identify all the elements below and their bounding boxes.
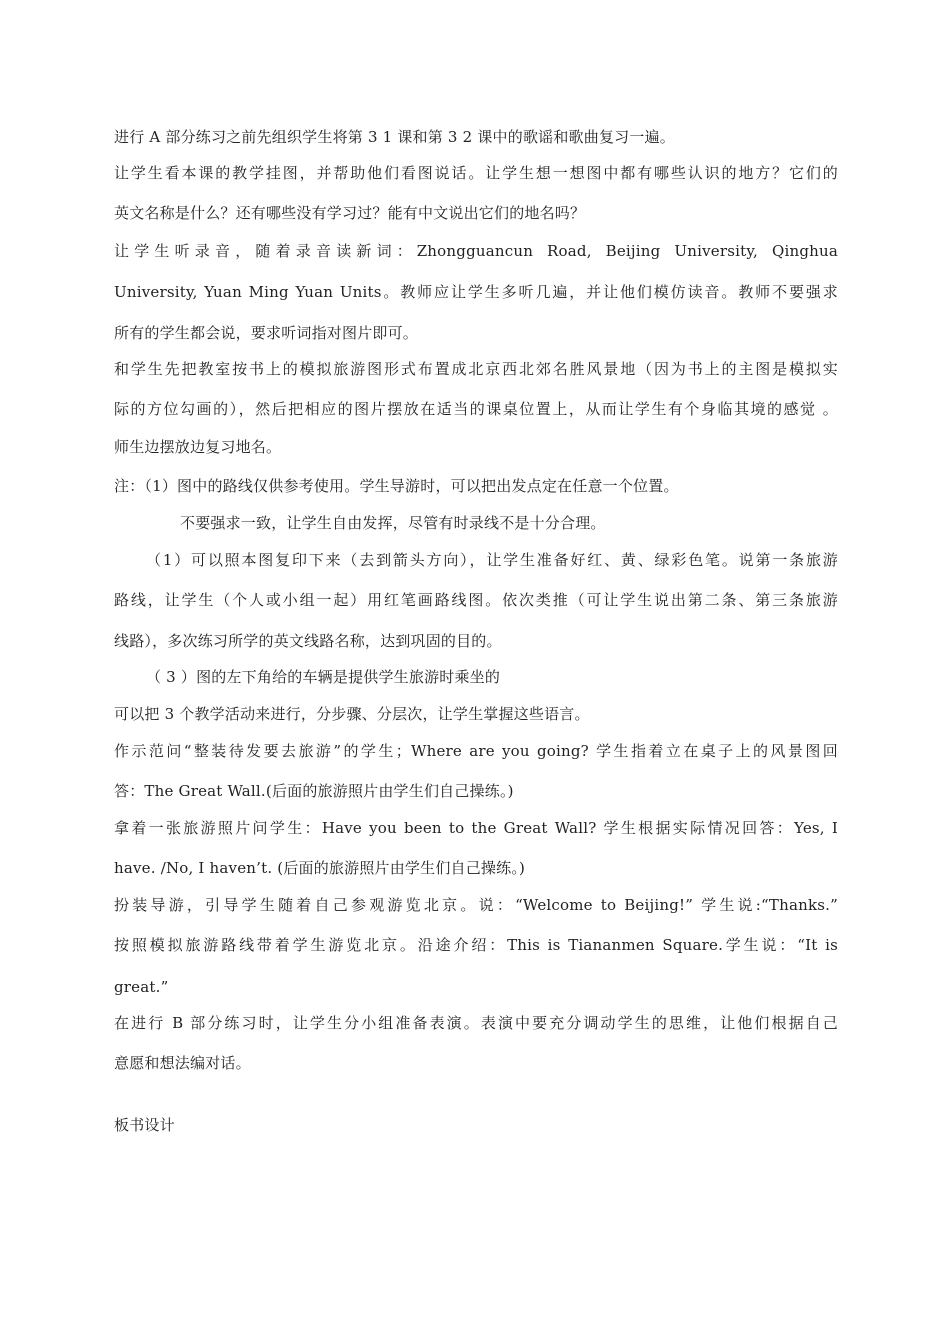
paragraph-line: 让学生看本课的教学挂图，并帮助他们看图说话。让学生想一想图中都有哪些认识的地方？它们的 xyxy=(114,164,838,182)
paragraph-line: 路线，让学生（个人或小组一起）用红笔画路线图。依次类推（可让学生说出第二条、第三条旅游 xyxy=(114,591,838,609)
paragraph-line: 际的方位勾画的），然后把相应的图片摆放在适当的课桌位置上，从而让学生有个身临其境的感觉 。 xyxy=(114,400,838,418)
paragraph-line: 答：The Great Wall.(后面的旅游照片由学生们自己操练。) xyxy=(114,782,514,800)
paragraph-line: 作示范问“整装待发要去旅游”的学生；Where are you going? 学生指着立在桌子上的风景图回 xyxy=(114,742,838,760)
paragraph-line: University, Yuan Ming Yuan Units。教师应让学生多听几遍，并让他们模仿读音。教师不要强求 xyxy=(114,283,838,301)
paragraph-line-chinese: 让学生听录音，随着录音读新词： xyxy=(114,242,418,260)
note-continuation-line: 不要强求一致，让学生自由发挥，尽管有时录线不是十分合理。 xyxy=(180,514,606,532)
paragraph-line-english: Zhongguancun Road, Beijing University, Qinghua xyxy=(416,242,838,260)
paragraph-line: have. /No, I haven’t. (后面的旅游照片由学生们自己操练。) xyxy=(114,859,526,877)
paragraph-line: 英文名称是什么？还有哪些没有学习过？能有中文说出它们的地名吗？ xyxy=(114,204,586,222)
paragraph-line: 按照模拟旅游路线带着学生游览北京。沿途介绍：This is Tiananmen Square.学生说：“It is xyxy=(114,936,838,954)
section-heading: 板书设计 xyxy=(114,1116,175,1134)
paragraph-line-split xyxy=(114,241,838,261)
paragraph-line: great.” xyxy=(114,978,169,996)
paragraph-line: （1）可以照本图复印下来（去到箭头方向），让学生准备好红、黄、绿彩色笔。说第一条旅游 xyxy=(146,551,838,569)
paragraph-line: 线路），多次练习所学的英文线路名称，达到巩固的目的。 xyxy=(114,632,502,650)
paragraph-line: 和学生先把教室按书上的模拟旅游图形式布置成北京西北郊名胜风景地（因为书上的主图是模拟实 xyxy=(114,360,838,378)
paragraph-line: 意愿和想法编对话。 xyxy=(114,1054,251,1072)
paragraph-line: 师生边摆放边复习地名。 xyxy=(114,438,282,456)
paragraph-line: 扮装导游，引导学生随着自己参观游览北京。说：“Welcome to Beijing!” 学生说:“Thanks.” xyxy=(114,896,838,914)
paragraph-line: 所有的学生都会说，要求听词指对图片即可。 xyxy=(114,324,419,342)
paragraph-line: 拿着一张旅游照片问学生：Have you been to the Great Wall? 学生根据实际情况回答：Yes, I xyxy=(114,819,838,837)
paragraph-line: 进行 A 部分练习之前先组织学生将第 3 1 课和第 3 2 课中的歌谣和歌曲复习一遍。 xyxy=(114,128,675,146)
paragraph-line: 在进行 B 部分练习时，让学生分小组准备表演。表演中要充分调动学生的思维，让他们根据自己 xyxy=(114,1014,838,1032)
paragraph-line: 可以把 3 个教学活动来进行，分步骤、分层次，让学生掌握这些语言。 xyxy=(114,705,590,723)
note-line: 注：（1）图中的路线仅供参考使用。学生导游时，可以把出发点定在任意一个位置。 xyxy=(114,477,679,495)
paragraph-line: （ 3 ）图的左下角给的车辆是提供学生旅游时乘坐的 xyxy=(146,668,501,686)
